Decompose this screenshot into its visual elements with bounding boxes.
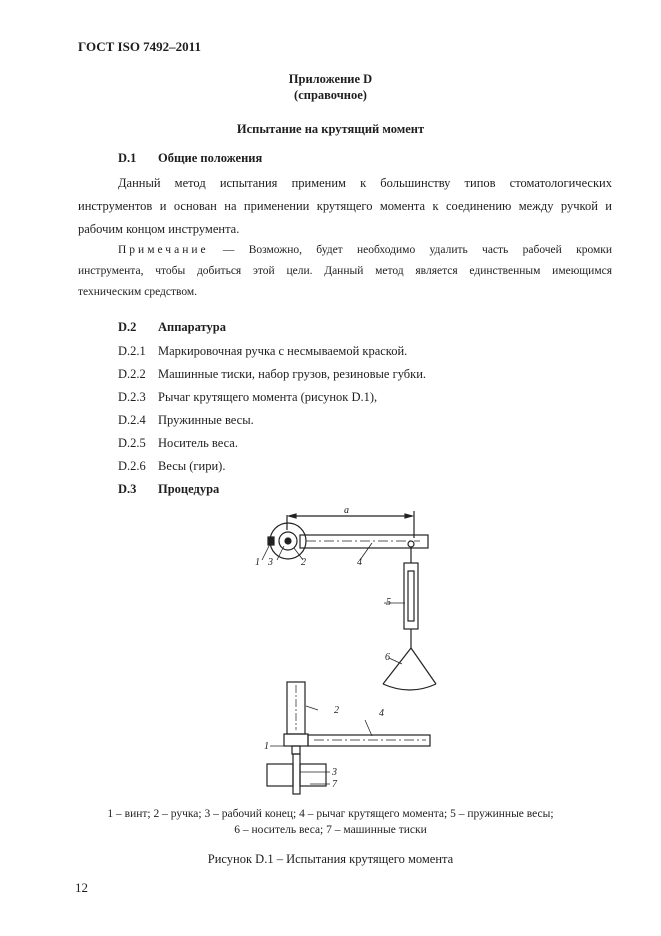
- item-text: Пружинные весы.: [158, 413, 254, 427]
- label-6: 6: [385, 652, 390, 663]
- section-number: D.1: [118, 151, 137, 165]
- paragraph-line: инструментов и основан на применении крутящего момента к соединению между ручкой и: [78, 199, 612, 213]
- label-7: 7: [332, 779, 337, 790]
- screw-mark: [268, 537, 274, 545]
- note-label: Примечание: [118, 244, 209, 256]
- working-end-side: [293, 754, 300, 794]
- label-3-side: 3: [332, 767, 337, 778]
- dim-label-a: а: [344, 505, 349, 516]
- working-end-dot: [285, 538, 291, 544]
- leader-line: [365, 720, 372, 736]
- page-number: 12: [75, 880, 88, 895]
- label-2: 2: [301, 557, 306, 568]
- label-5: 5: [386, 597, 391, 608]
- weight-carrier-pan: [383, 684, 436, 690]
- section-title: Аппаратура: [158, 320, 226, 334]
- note-line: инструмента, чтобы добиться этой цели. Данный метод является единственным имеющимся: [78, 265, 612, 277]
- item-text: Маркировочная ручка с несмываемой краской.: [158, 344, 408, 358]
- label-4: 4: [357, 557, 362, 568]
- lever-hook: [408, 541, 414, 547]
- standard-header: ГОСТ ISO 7492–2011: [78, 39, 201, 54]
- main-title: Испытание на крутящий момент: [236, 122, 425, 136]
- annex-subtitle: (справочное): [294, 88, 367, 102]
- section-title: Общие положения: [158, 151, 263, 165]
- item-text: Машинные тиски, набор грузов, резиновые губки.: [158, 367, 427, 381]
- item-number: D.2.6: [118, 459, 146, 473]
- leader-line: [389, 658, 402, 664]
- paragraph-line: рабочим концом инструмента.: [78, 222, 240, 236]
- note-line: техническим средством.: [78, 286, 198, 298]
- item-number: D.2.4: [118, 413, 146, 427]
- section-number: D.3: [118, 482, 137, 496]
- figure-legend-line: 6 – носитель веса; 7 – машинные тиски: [234, 824, 427, 836]
- handle-collar: [284, 734, 308, 746]
- item-number: D.2.1: [118, 344, 146, 358]
- note-text: — Возможно, будет необходимо удалить часть рабочей кромки: [208, 244, 612, 256]
- leader-line: [306, 706, 318, 710]
- spring-scale-window: [408, 571, 414, 621]
- label-1-side: 1: [264, 741, 269, 752]
- figure-legend-line: 1 – винт; 2 – ручка; 3 – рабочий конец; 4 – рычаг крутящего момента; 5 – пружинные весы;: [107, 808, 554, 820]
- paragraph-line: Данный метод испытания применим к большинству типов стоматологических: [118, 176, 612, 190]
- label-1: 1: [255, 557, 260, 568]
- item-text: Носитель веса.: [158, 436, 238, 450]
- item-text: Весы (гири).: [158, 459, 226, 473]
- section-number: D.2: [118, 320, 137, 334]
- vise-jaw-right: [300, 764, 326, 786]
- label-4-side: 4: [379, 708, 384, 719]
- lever-side-view: [308, 735, 430, 746]
- item-text: Рычаг крутящего момента (рисунок D.1),: [158, 390, 378, 404]
- carrier-wire: [411, 648, 436, 684]
- item-number: D.2.5: [118, 436, 146, 450]
- vise-jaw-left: [267, 764, 293, 786]
- annex-title: Приложение D: [288, 72, 373, 86]
- figure-caption: Рисунок D.1 – Испытания крутящего момента: [207, 852, 454, 866]
- spring-scale-body: [404, 563, 418, 629]
- item-number: D.2.3: [118, 390, 146, 404]
- item-number: D.2.2: [118, 367, 146, 381]
- label-3: 3: [268, 557, 273, 568]
- dim-arrow: [405, 514, 412, 518]
- label-2-side: 2: [334, 705, 339, 716]
- section-title: Процедура: [158, 482, 220, 496]
- dim-arrow: [289, 514, 296, 518]
- chuck-neck: [292, 746, 300, 754]
